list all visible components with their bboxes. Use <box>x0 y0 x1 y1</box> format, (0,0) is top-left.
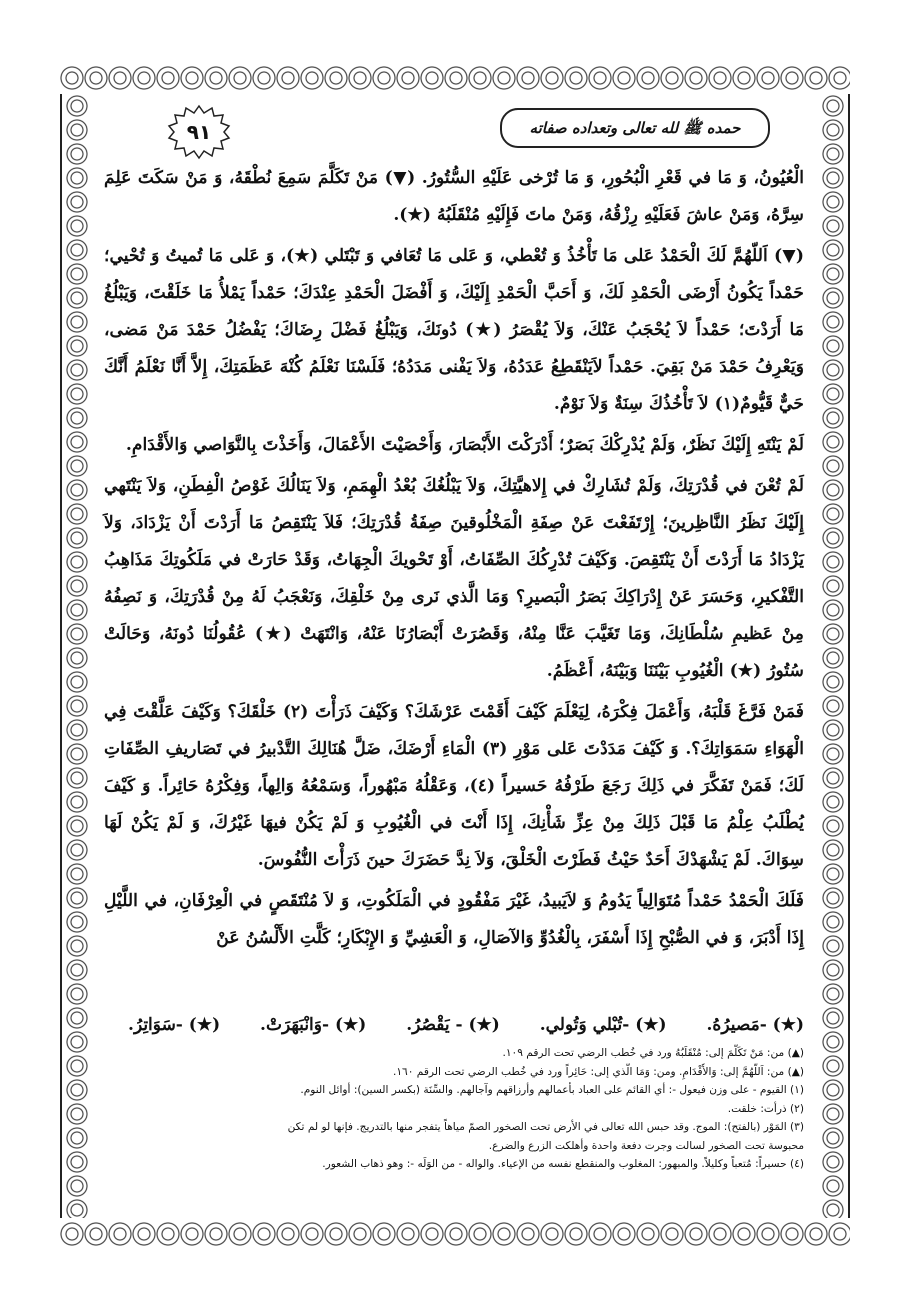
footnotes <box>104 1044 804 1174</box>
ornamental-border-right <box>818 94 848 1218</box>
ornamental-border-bottom <box>60 1218 850 1250</box>
footnote: (١) القيوم - على وزن فيعول -: أي القائم على العباد بأعمالهم وأرزاقهم وآجالهم. والسِّنَة (بكسر السين): أوائل النوم. <box>300 1084 804 1096</box>
variant-readings <box>128 1010 804 1040</box>
footnote: (٣) المَوْر (بالفتح): الموج. وقد حبس الله تعالى في الأرض تحت الصخور الصمّ مياهاً يتفجر منها بالتدريج. فإنها لو لم تكن <box>287 1121 804 1133</box>
paragraph: لَمْ يَنْتَهِ إِلَيْكَ نَظَرٌ، وَلَمْ يُدْرِكْكَ بَصَرٌ؛ أَدْرَكْتَ الأَبْصَارَ، وَأَحْصَيْتَ الأَعْمَالَ، وَأَخَذْتَ بِالنَّوَاصي وَالأَقْدَامِ. <box>125 435 804 455</box>
footnote: (٤) حسيراً: مُتعباً وكليلاً. والمبهور: المغلوب والمنقطع نفسه من الإعياء. والواله - من الوَلَه -: وهو ذهاب الشعور. <box>322 1158 804 1170</box>
paragraph: لَمْ تُعْنَ في قُدْرَتِكَ، وَلَمْ تُشَارِكْ في إِلاهيَّتِكَ، وَلاَ يَبْلُغُكَ بُعْدُ الْهِمَمِ، وَلاَ يَنَالُكَ غَوْصُ الْفِطَنِ، وَلاَ يَنْتَهي إِلَيْكَ نَظَرُ النَّاظِرينَ؛ إِرْتَفَعْتَ عَنْ صِفَةِ الْمَخْلُوقينَ صِفَةُ قُدْرَتِكَ؛ فَلاَ يَنْتَقِصُ مَا أَرَدْتَ أَنْ يَزْدَادَ، وَلاَ يَزْدَادُ مَا أَرَدْتَ أَنْ يَنْتَقِصَ. وَكَيْفَ تُدْرِكُكَ الصِّفَاتُ، أَوْ تَحْويكَ الْجِهَاتُ، وَقَدْ حَارَتْ في مَلَكُوتِكَ مَذَاهِبُ التَّفْكيرِ، وَحَسَرَ عَنْ إِدْرَاكِكَ بَصَرُ الْبَصيرِ؟ وَمَا الَّذي نَرى مِنْ خَلْقِكَ، وَنَعْجَبُ لَهُ مِنْ قُدْرَتِكَ، وَ نَصِفُهُ مِنْ عَظيمِ سُلْطَانِكَ، وَمَا تَغَيَّبَ عَنَّا مِنْهُ، وَقَصُرَتْ أَبْصَارُنَا عَنْهُ، وَانْتَهَتْ (★) عُقُولُنَا دُونَهُ، وَحَالَتْ سُتُورُ (★) الْغُيُوبِ بَيْنَنَا وَبَيْنَهُ، أَعْظَمُ. <box>104 476 804 681</box>
footnote: (▲) من: اَللّهُمَّ إلى: وَالأَقْدَامِ. ومن: وَمَا الَّذي إلى: حَائِراً ورد في خُطب الرضي تحت الرقم ١٦٠. <box>392 1065 804 1078</box>
variant-reading: (★) - يَقْصُرُ. <box>406 1015 500 1035</box>
variant-reading: (★) -وَانْبَهَرَتْ. <box>260 1015 367 1035</box>
variant-reading: (★) -تُبْلي وَتُولي. <box>539 1015 667 1035</box>
running-header-title: حمده ﷺ لله تعالى وتعداده صفاته <box>500 108 770 148</box>
ornamental-border-top <box>60 62 850 94</box>
footnote: (▲) من: مَنْ تَكَلَّمَ إلى: مُنْقَلَبُهُ ورد في خُطب الرضي تحت الرقم ١٠٩. <box>502 1047 804 1059</box>
paragraph: فَلَكَ الْحَمْدُ حَمْداً مُتَوَالِياً يَدُومُ وَ لاَيَبيدُ، غَيْرَ مَفْقُودٍ في الْمَلَكُوتِ، وَ لاَ مُنْتَقَصٍ في الْعِرْفَانِ، في اللَّيْلِ إِذَا أَدْبَرَ، وَ في الصُّبْحِ إِذَا أَسْفَرَ، بِالْغُدُوِّ وَالآصَالِ، وَ الْعَشِيِّ وَ الإِبْكَارِ؛ كَلَّتِ الأَلْسُنُ عَنْ <box>104 891 804 948</box>
page-number: ٩١ <box>186 120 212 144</box>
variant-reading: (★) -مَصيرُهُ. <box>706 1015 804 1035</box>
footnote: محبوسة تحت الصخور لسالت وجرت دفعة واحدة وأهلكت الزرع والضرع. <box>488 1139 804 1152</box>
ornamental-border-left <box>62 94 92 1218</box>
paragraph: فَمَنْ فَرَّغَ قَلْبَهُ، وَأَعْمَلَ فِكْرَهُ، لِيَعْلَمَ كَيْفَ أَقَمْتَ عَرْشَكَ؟ وَكَيْفَ ذَرَأْتَ (٢) خَلْقَكَ؟ وَكَيْفَ عَلَّقْتَ فِي الْهَوَاءِ سَمَوَاتِكَ؟. وَ كَيْفَ مَدَدْتَ عَلى مَوْرِ (٣) الْمَاءِ أَرْضَكَ، ضَلَّ هُنَالِكَ التَّدْبيرُ في تَصَاريفِ الصِّفَاتِ لَكَ؛ فَمَنْ تَفَكَّرَ في ذَلِكَ رَجَعَ طَرْفُهُ حَسيراً (٤)، وَعَقْلُهُ مَبْهُوراً، وَسَمْعُهُ وَالِهاً، وَفِكْرُهُ حَائِراً. وَ كَيْفَ يُطْلَبُ عِلْمُ مَا قَبْلَ ذَلِكَ مِنْ عِزِّ شَأْنِكَ، إِذَا أَنْتَ في الْغُيُوبِ وَ لَمْ يَكُنْ فيهَا غَيْرُكَ، وَ لَمْ يَكُنْ لَهَا سِوَاكَ. لَمْ يَشْهَدْكَ أَحَدٌ حَيْثُ فَطَرْتَ الْخَلْقَ، وَلاَ نِدَّ حَضَرَكَ حينَ ذَرَأْتَ النُّفُوسَ. <box>104 702 804 870</box>
main-text <box>104 160 804 961</box>
paragraph: الْعُيُونُ، وَ مَا في قَعْرِ الْبُحُورِ، وَ مَا تُرْخى عَلَيْهِ السُّتُورُ. (▼) مَنْ تَكَلَّمَ سَمِعَ نُطْقَهُ، وَ مَنْ سَكَتَ عَلِمَ سِرَّهُ، وَمَنْ عاشَ فَعَلَيْهِ رِزْقُهُ، وَمَنْ ماتَ فَإِلَيْهِ مُنْقَلَبُهُ (★). <box>104 168 804 225</box>
page-number-badge <box>166 104 232 160</box>
variant-reading: (★) -سَوَاتِرُ. <box>128 1015 221 1035</box>
paragraph: (▼) اَللّهُمَّ لَكَ الْحَمْدُ عَلى مَا تَأْخُذُ وَ تُعْطي، وَ عَلى مَا تُعَافي وَ تَبْتَلي (★)، وَ عَلى مَا تُميتُ وَ تُحْيي؛ حَمْداً يَكُونُ أَرْضَى الْحَمْدِ لَكَ، وَ أَحَبَّ الْحَمْدِ إِلَيْكَ، وَ أَفْضَلَ الْحَمْدِ عِنْدَكَ؛ حَمْداً يَمْلأُ مَا خَلَقْتَ، وَيَبْلُغُ مَا أَرَدْتَ؛ حَمْداً لاَ يُحْجَبُ عَنْكَ، وَلاَ يُقْصَرُ (★) دُونَكَ، وَيَبْلُغُ فَضْلَ رِضَاكَ؛ يَفْضُلُ حَمْدَ مَنْ مَضى، وَيَعْرِفُ حَمْدَ مَنْ بَقِيَ. حَمْداً لاَيَنْقَطِعُ عَدَدُهُ، وَلاَ يَفْنى مَدَدُهُ؛ فَلَسْنَا نَعْلَمُ كُنْهَ عَظَمَتِكَ، إِلاَّ أَنَّا نَعْلَمُ أَنَّكَ حَيٌّ قَيُّومٌ(١) لاَ تَأْخُذُكَ سِنَةٌ وَلاَ نَوْمٌ. <box>104 246 804 414</box>
footnote: (٢) ذرأت: خلقت. <box>727 1102 804 1115</box>
